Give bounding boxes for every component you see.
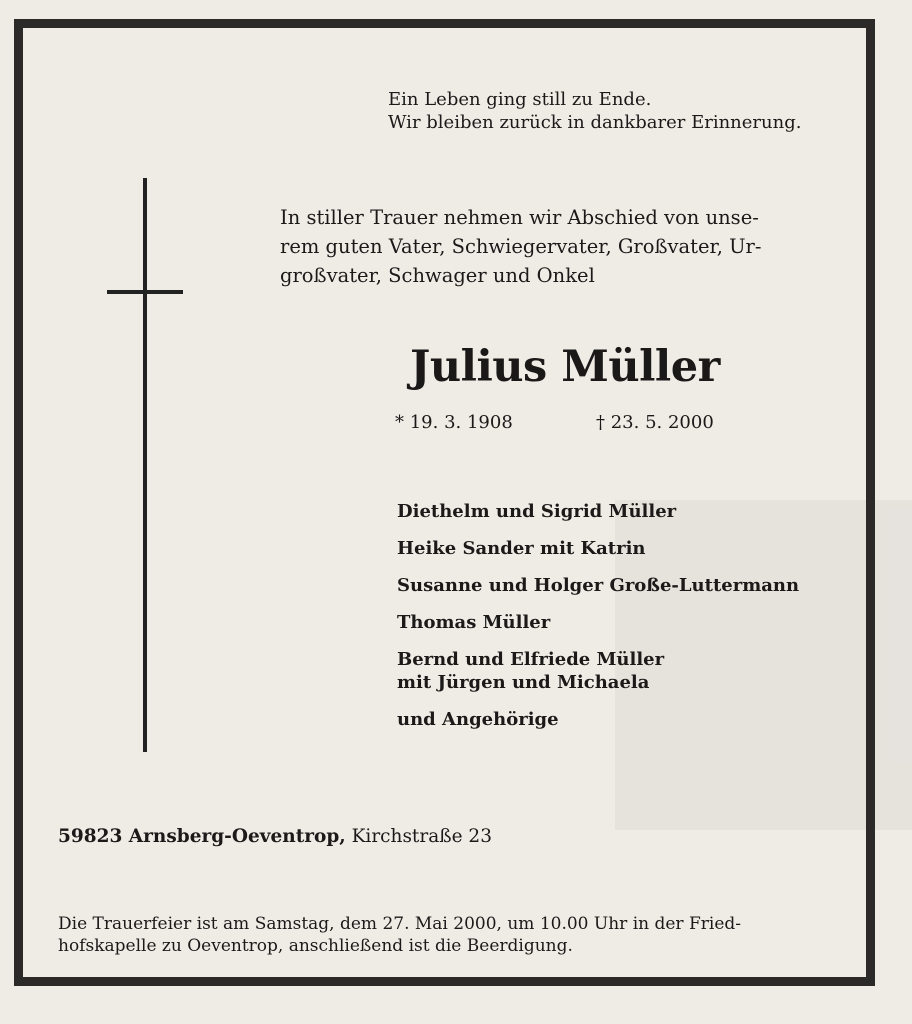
cross-icon xyxy=(143,178,147,752)
motto xyxy=(388,88,848,134)
death-date: † 23. 5. 2000 xyxy=(596,412,714,433)
address xyxy=(58,826,492,847)
deceased-name: Julius Müller xyxy=(410,342,720,392)
mourners-list xyxy=(397,500,867,731)
mourner: Thomas Müller xyxy=(397,612,551,633)
mourner: Heike Sander mit Katrin xyxy=(397,538,646,559)
funeral-line-2: hofskapelle zu Oeventrop, anschließend ist die Beerdigung. xyxy=(58,936,573,956)
intro-text xyxy=(280,203,840,290)
birth-date: * 19. 3. 1908 xyxy=(395,412,513,433)
address-city: 59823 Arnsberg-Oeventrop, xyxy=(58,826,346,847)
funeral-line-1: Die Trauerfeier ist am Samstag, dem 27. Mai 2000, um 10.00 Uhr in der Fried- xyxy=(58,914,742,934)
funeral-info xyxy=(58,913,858,957)
intro-line-3: großvater, Schwager und Onkel xyxy=(280,264,595,287)
mourner: mit Jürgen und Michaela xyxy=(397,672,650,693)
mourner: Susanne und Holger Große-Luttermann xyxy=(397,575,800,596)
address-street: Kirchstraße 23 xyxy=(345,826,492,847)
mourner: Diethelm und Sigrid Müller xyxy=(397,501,677,522)
intro-line-1: In stiller Trauer nehmen wir Abschied von unse- xyxy=(280,206,759,229)
mourner: Bernd und Elfriede Müller xyxy=(397,649,665,670)
mourner: und Angehörige xyxy=(397,709,559,730)
intro-line-2: rem guten Vater, Schwiegervater, Großvater, Ur- xyxy=(280,235,762,258)
cross-bar xyxy=(107,290,183,294)
motto-line-1: Ein Leben ging still zu Ende. xyxy=(388,89,652,110)
motto-line-2: Wir bleiben zurück in dankbarer Erinnerung. xyxy=(388,112,802,133)
